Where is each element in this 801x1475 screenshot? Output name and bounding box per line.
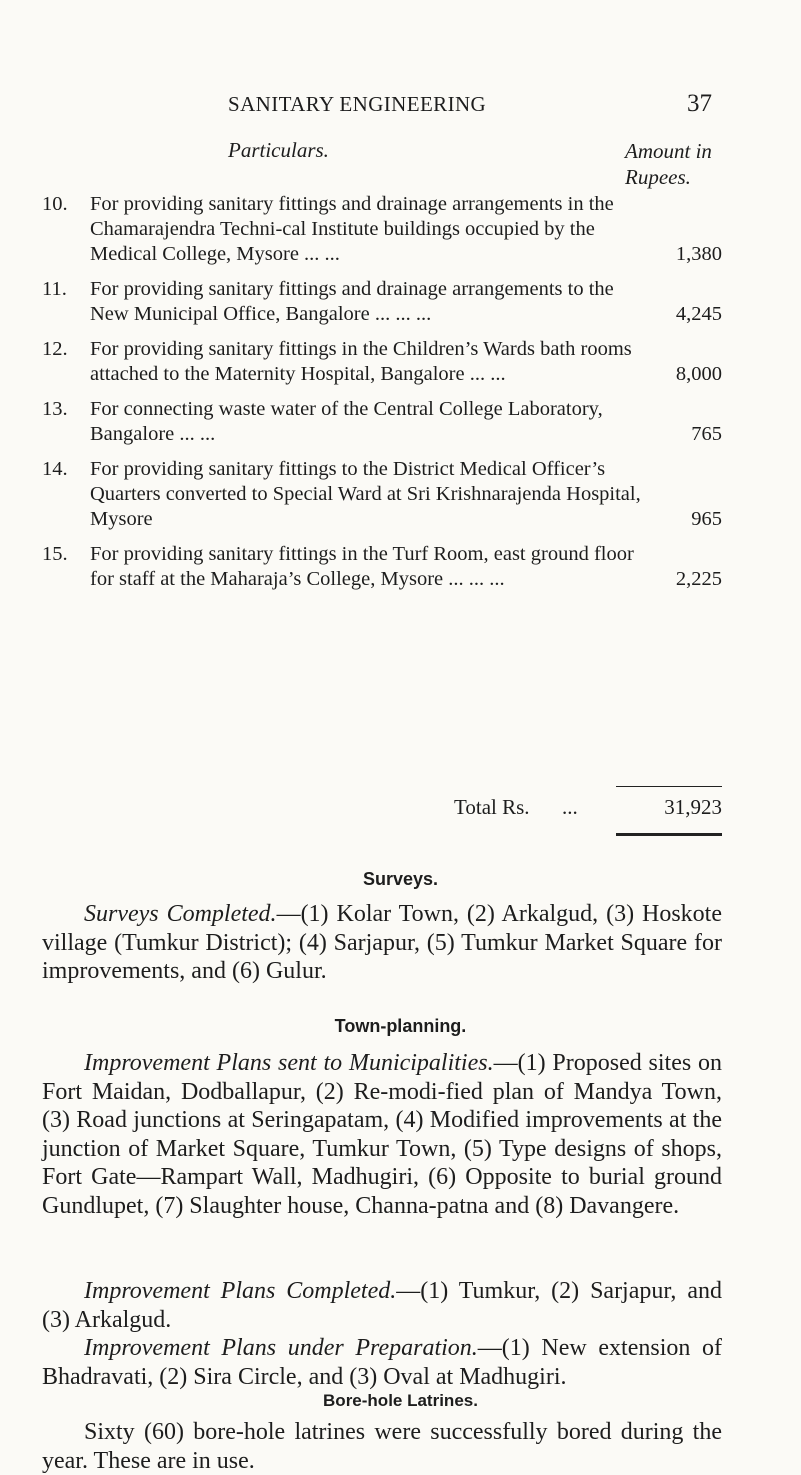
row-amount: 765 <box>691 423 722 445</box>
row-number: 11. <box>42 278 67 300</box>
total-value: 31,923 <box>664 795 722 819</box>
row-amount: 2,225 <box>675 568 722 590</box>
surveys-lead: Surveys Completed. <box>84 901 277 927</box>
bore-hole-text: Sixty (60) bore-hole latrines were successfully bored during the year. These are in use. <box>42 1419 722 1474</box>
bore-hole-paragraph <box>42 1418 722 1475</box>
total-label: Total Rs. <box>454 795 530 819</box>
column-header-amount-line2: Rupees. <box>625 165 691 189</box>
table-row <box>42 397 722 447</box>
column-header-amount-line1: Amount in <box>625 139 712 163</box>
table-row <box>42 277 722 327</box>
row-amount: 1,380 <box>675 243 722 265</box>
row-description: For providing sanitary fittings to the District Medical Officer’s Quarters converted to Special Ward at Sri Krishnarajenda Hospital, Mysore <box>90 458 641 530</box>
row-number: 15. <box>42 543 68 565</box>
row-description: For providing sanitary fittings and drainage arrangements to the New Municipal Office, Bangalore ... ... ... <box>90 278 614 325</box>
row-amount: 8,000 <box>675 363 722 385</box>
row-description: For providing sanitary fittings in the Children’s Wards bath rooms attached to the Maternity Hospital, Bangalore ... ... <box>90 338 632 385</box>
plans-preparation-text: —(1) New extension of Bhadravati, (2) Sira Circle, and (3) Oval at Madhugiri. <box>42 1335 722 1390</box>
section-heading-surveys: Surveys. <box>362 869 439 889</box>
expenditure-table <box>42 192 722 602</box>
table-row <box>42 337 722 387</box>
total-rule-bottom <box>616 833 722 836</box>
row-number: 12. <box>42 338 68 360</box>
section-heading-town-planning: Town-planning. <box>334 1016 467 1036</box>
table-row <box>42 457 722 532</box>
plans-sent-text: —(1) Proposed sites on Fort Maidan, Dodballapur, (2) Re-modi-fied plan of Mandya Town, (3) Road junctions at Seringapatam, (4) Modified improvements at the junction of Market Square, Tumkur Town, (5) Type designs of shops, Fort Gate—Rampart Wall, Madhugiri, (6) Opposite to burial ground Gundlupet, (7) Slaughter house, Channa-patna and (8) Davangere. <box>42 1050 723 1219</box>
running-title: SANITARY ENGINEERING <box>228 92 487 116</box>
town-planning-paragraph-2 <box>42 1277 722 1334</box>
plans-preparation-lead: Improvement Plans under Preparation. <box>84 1335 478 1361</box>
row-description: For providing sanitary fittings and drainage arrangements in the Chamarajendra Techni-cal Institute buildings occupied by the Medical College, Mysore ... ... <box>90 193 614 265</box>
surveys-text: —(1) Kolar Town, (2) Arkalgud, (3) Hoskote village (Tumkur District); (4) Sarjapur, (5) Tumkur Market Square for improvements, and (6) Gulur. <box>42 901 722 984</box>
total-row <box>42 795 722 825</box>
total-rule-top <box>616 786 722 787</box>
row-description: For connecting waste water of the Central College Laboratory, Bangalore ... ... <box>90 398 603 445</box>
town-planning-paragraph-3 <box>42 1334 722 1391</box>
town-planning-paragraph-1 <box>42 1049 722 1220</box>
row-number: 13. <box>42 398 68 420</box>
table-row <box>42 192 722 267</box>
row-number: 14. <box>42 458 68 480</box>
column-header-particulars: Particulars. <box>228 138 329 162</box>
row-number: 10. <box>42 193 68 215</box>
row-amount: 4,245 <box>675 303 722 325</box>
section-heading-bore-hole: Bore-hole Latrines. <box>323 1391 478 1410</box>
column-header-amount <box>625 138 735 190</box>
page-header <box>0 92 801 124</box>
row-amount: 965 <box>691 508 722 530</box>
page-number: 37 <box>687 90 712 117</box>
table-row <box>42 542 722 592</box>
plans-completed-lead: Improvement Plans Completed. <box>84 1278 397 1304</box>
plans-completed-text: —(1) Tumkur, (2) Sarjapur, and (3) Arkalgud. <box>42 1278 722 1333</box>
total-dots: ... <box>562 795 578 819</box>
row-description: For providing sanitary fittings in the Turf Room, east ground floor for staff at the Maharaja’s College, Mysore ... ... ... <box>90 543 634 590</box>
plans-sent-lead: Improvement Plans sent to Municipalities. <box>84 1050 494 1076</box>
surveys-paragraph <box>42 900 722 986</box>
